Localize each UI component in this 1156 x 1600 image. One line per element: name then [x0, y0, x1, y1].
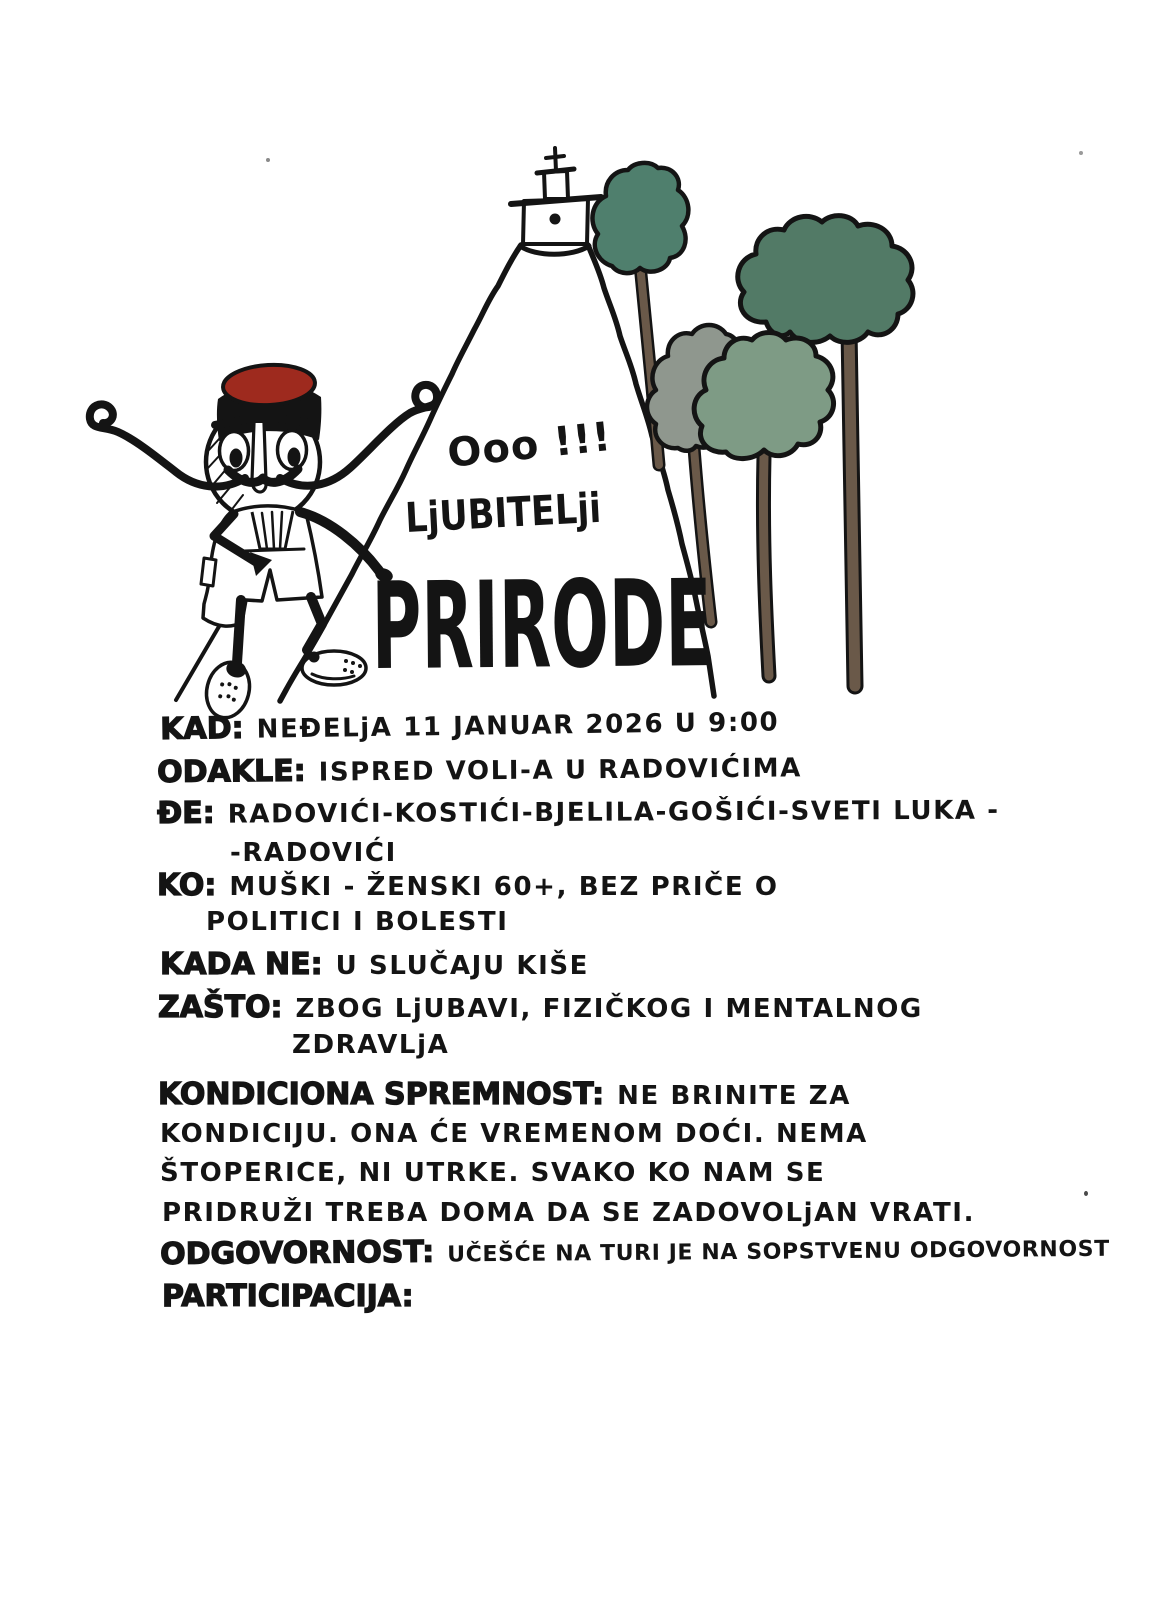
kad-value: NEĐELjA 11 JANUAR 2026 U 9:00: [256, 707, 780, 745]
kondiciona-line2: KONDICIJU. ONA ĆE VREMENOM DOĆI. NEMA: [160, 1119, 868, 1149]
church-window: [550, 214, 561, 225]
info-line-odakle: [157, 749, 802, 790]
tree-crown-teal: [592, 163, 688, 273]
eyebrow-right: [276, 418, 310, 423]
info-line-kondiciona-cont3: [160, 1158, 825, 1188]
info-line-kada-ne: [160, 947, 589, 982]
kad-label: KAD:: [160, 710, 244, 747]
zasto-value-line2: ZDRAVLjA: [292, 1030, 450, 1060]
info-line-dje-cont: [230, 838, 397, 868]
dje-value: RADOVIĆI-KOSTIĆI-BJELILA-GOŠIĆI-SVETI LUKA -: [227, 795, 1000, 830]
kada-ne-label: KADA NE:: [160, 947, 323, 982]
pupil-left: [230, 449, 243, 468]
info-line-kondiciona-cont2: [160, 1119, 868, 1149]
info-line-kondiciona-cont4: [162, 1198, 975, 1228]
title-exclaim: Ooo !!!: [445, 413, 614, 477]
kondiciona-line4: PRIDRUŽI TREBA DOMA DA SE ZADOVOLjAN VRATI.: [162, 1198, 976, 1228]
leg-left: [237, 600, 241, 663]
kondiciona-line3: ŠTOPERICE, NI UTRKE. SVAKO KO NAM SE: [160, 1158, 826, 1188]
odakle-value: ISPRED VOLI-A U RADOVIĆIMA: [318, 753, 803, 788]
title-club-word: LjUBITELji: [404, 482, 637, 542]
info-line-odgovornost: [160, 1229, 1110, 1272]
info-line-zasto: [158, 990, 923, 1025]
tree-trunk: [849, 330, 855, 686]
ko-value: MUŠKI - ŽENSKI 60+, BEZ PRIČE O: [229, 872, 779, 902]
odgovornost-label: ODGOVORNOST:: [160, 1234, 435, 1272]
ko-label: KO:: [157, 868, 217, 903]
dje-label: ĐE:: [157, 795, 215, 831]
participacija-label: PARTICIPACIJA:: [162, 1279, 414, 1314]
odgovornost-value: UČEŠĆE NA TURI JE NA SOPSTVENU ODGOVORNOST: [447, 1236, 1110, 1268]
info-line-participacija: [162, 1279, 427, 1314]
ko-value-line2: POLITICI I BOLESTI: [206, 907, 509, 937]
mountain-summit-hump: [520, 246, 589, 254]
info-line-ko-cont: [206, 907, 509, 937]
cross-icon: [546, 148, 564, 171]
ink-speck: [1084, 1191, 1088, 1196]
church-icon: [511, 148, 601, 244]
info-line-zasto-cont: [292, 1030, 449, 1060]
foot-right: [302, 651, 366, 685]
tree-crown-dark-green: [738, 216, 913, 343]
title-nature-word: PRIRODE: [371, 553, 773, 698]
info-line-ko: [157, 868, 779, 903]
kondiciona-value: NE BRINITE ZA: [617, 1081, 851, 1111]
zasto-value: ZBOG LjUBAVI, FIZIČKOG I MENTALNOG: [295, 994, 923, 1024]
hip-pouch-tab: [201, 558, 216, 586]
info-line-kondiciona: [158, 1077, 851, 1112]
church-tower: [544, 171, 568, 199]
pupil-right: [288, 448, 301, 467]
kondiciona-label: KONDICIONA SPREMNOST:: [158, 1077, 605, 1112]
info-line-dje: [157, 792, 1000, 831]
shoe-toe-curl: [309, 652, 320, 663]
zasto-label: ZAŠTO:: [158, 990, 283, 1025]
kada-ne-value: U SLUČAJU KIŠE: [335, 951, 590, 981]
dje-value-line2: -RADOVIĆI: [230, 838, 397, 868]
odakle-label: ODAKLE:: [157, 753, 306, 790]
illustration: [0, 0, 1156, 780]
leg-right: [307, 597, 322, 650]
